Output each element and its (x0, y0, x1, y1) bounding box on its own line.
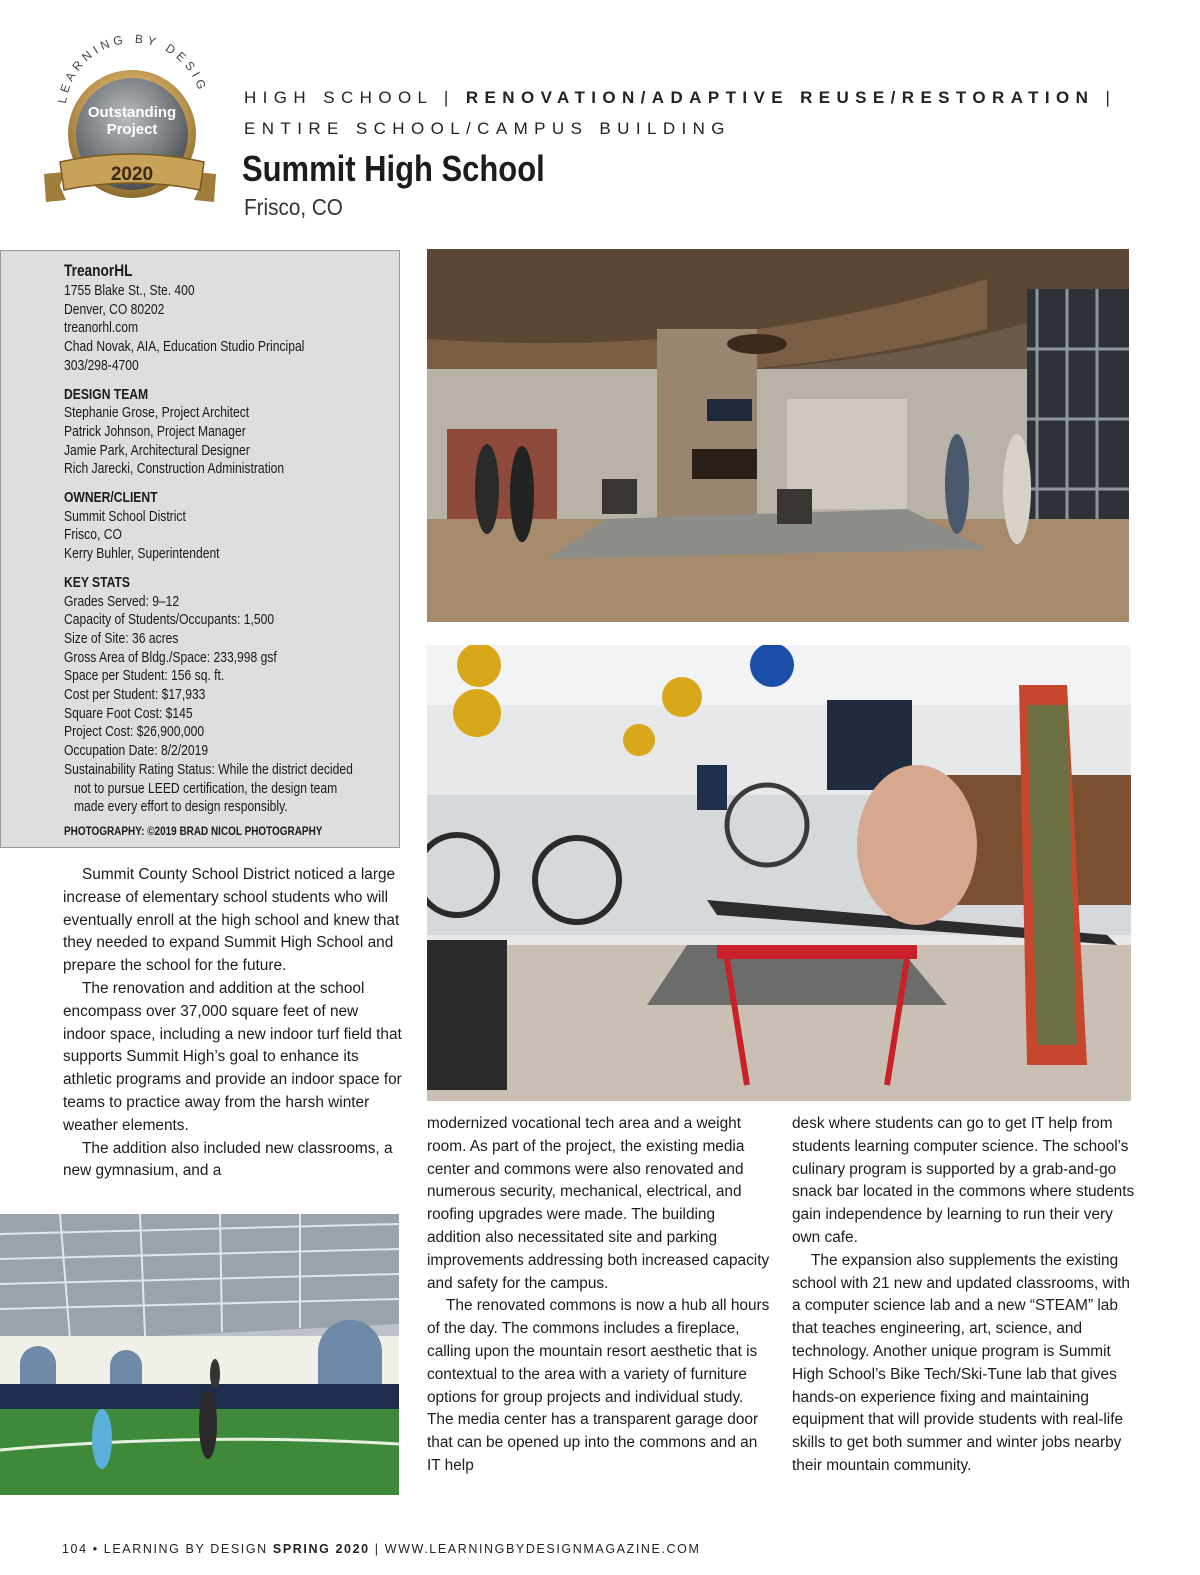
stat-line: Occupation Date: 8/2/2019 (64, 743, 209, 760)
stat-line: Space per Student: 156 sq. ft. (64, 668, 225, 685)
firm-address-line1: 1755 Blake St., Ste. 400 (64, 283, 195, 299)
bike-ski-lab-photo (427, 645, 1131, 1101)
project-location: Frisco, CO (244, 194, 343, 220)
photo-credit: PHOTOGRAPHY: ©2019 BRAD NICOL PHOTOGRAPHY (64, 823, 323, 838)
stat-line: Project Cost: $26,900,000 (64, 724, 205, 741)
firm-website: treanorhl.com (64, 320, 139, 337)
page-number: 104 (62, 1542, 88, 1556)
footer-separator: | (369, 1542, 385, 1556)
key-stats-heading: KEY STATS (64, 574, 130, 591)
owner-line: Frisco, CO (64, 527, 122, 544)
firm-phone: 303/298-4700 (64, 357, 139, 374)
magazine-name: LEARNING BY DESIGN (103, 1542, 273, 1556)
article-column-1 (63, 864, 403, 1183)
owner-line: Summit School District (64, 508, 186, 525)
article-paragraph: The renovated commons is now a hub all hours of the day. The commons includes a fireplace, calling upon the mountain resort aesthetic that is contextual to the area with a variety of furniture options for group projects and individual study. The media center has a transparent garage door that can be opened up into the commons and an IT help (427, 1297, 770, 1474)
owner-heading: OWNER/CLIENT (64, 490, 158, 507)
commons-photo (427, 249, 1129, 622)
article-paragraph: The renovation and addition at the school encompass over 37,000 square feet of new indoor space, including a new indoor turf field that supports Summit High’s goal to enhance its athletic programs and provide an indoor space for teams to practice away from the harsh winter weather elements. (63, 979, 402, 1134)
category-separator: | (1094, 88, 1117, 107)
owner-line: Kerry Buhler, Superintendent (64, 546, 220, 563)
design-team-member: Patrick Johnson, Project Manager (64, 423, 246, 440)
design-team-member: Stephanie Grose, Project Architect (64, 405, 250, 422)
category-line-1 (244, 88, 1116, 108)
category-line-2: ENTIRE SCHOOL/CAMPUS BUILDING (244, 119, 731, 138)
badge-line2: Project (106, 121, 158, 138)
award-badge (40, 34, 220, 214)
stat-line: Sustainability Rating Status: While the district decided (64, 761, 353, 778)
article-paragraph: The addition also included new classrooms, a new gymnasium, and a (63, 1139, 393, 1180)
stat-line: Cost per Student: $17,933 (64, 687, 206, 704)
stat-line: Size of Site: 36 acres (64, 630, 179, 647)
stat-line: Capacity of Students/Occupants: 1,500 (64, 612, 275, 629)
magazine-url: WWW.LEARNINGBYDESIGNMAGAZINE.COM (384, 1542, 701, 1556)
article-paragraph: desk where students can go to get IT help from students learning computer science. The school’s culinary program is supported by a grab-and-go snack bar located in the commons where students gain independence by learning to run their very own cafe. (792, 1115, 1135, 1246)
firm-address-line2: Denver, CO 80202 (64, 301, 165, 318)
article-paragraph: The expansion also supplements the existing school with 21 new and updated classrooms, with a computer science lab and a new “STEAM” lab that teaches engineering, art, science, and technology. Another unique program is Summit High School’s Bike Tech/Ski-Tune lab that gives hands-on experience fixing and maintaining equipment that will provide students with real-life skills to get both summer and winter jobs nearby their mountain community. (792, 1251, 1130, 1474)
badge-line1: Outstanding (87, 104, 177, 121)
category-project-type: RENOVATION/ADAPTIVE REUSE/RESTORATION (465, 88, 1095, 107)
category-school-type: HIGH SCHOOL | (244, 88, 466, 107)
design-team-member: Jamie Park, Architectural Designer (64, 442, 250, 459)
stat-line-continued: not to pursue LEED certification, the design team (73, 780, 338, 797)
stat-line-continued: made every effort to design responsibly. (73, 799, 288, 816)
issue-name: SPRING 2020 (272, 1542, 370, 1556)
article-paragraph: Summit County School District noticed a large increase of elementary school students who will eventually enroll at the high school and knew that they needed to expand Summit High School and prepare the school for the future. (63, 866, 400, 975)
stat-line: Square Foot Cost: $145 (64, 705, 193, 722)
footer-bullet: • (87, 1542, 104, 1556)
article-column-3 (792, 1113, 1137, 1478)
project-title: Summit High School (242, 148, 545, 189)
article-column-2 (427, 1113, 772, 1478)
stat-line: Gross Area of Bldg./Space: 233,998 gsf (64, 649, 277, 666)
design-team-heading: DESIGN TEAM (64, 386, 149, 403)
firm-contact: Chad Novak, AIA, Education Studio Principal (64, 339, 305, 356)
indoor-turf-field-photo (0, 1214, 399, 1495)
badge-arc-text: LEARNING BY DESIG (54, 34, 211, 105)
project-info-sidebar (0, 250, 400, 848)
design-team-member: Rich Jarecki, Construction Administration (64, 461, 285, 478)
page-footer (62, 1542, 701, 1556)
badge-year: 2020 (110, 164, 154, 185)
firm-name: TreanorHL (64, 262, 133, 280)
article-paragraph: modernized vocational tech area and a weight room. As part of the project, the existing media center and commons were also renovated and numerous security, mechanical, electrical, and roofing upgrades were made. The building addition also necessitated site and parking improvements addressing both increased capacity and safety for the campus. (427, 1115, 770, 1292)
stat-line: Grades Served: 9–12 (64, 593, 180, 610)
